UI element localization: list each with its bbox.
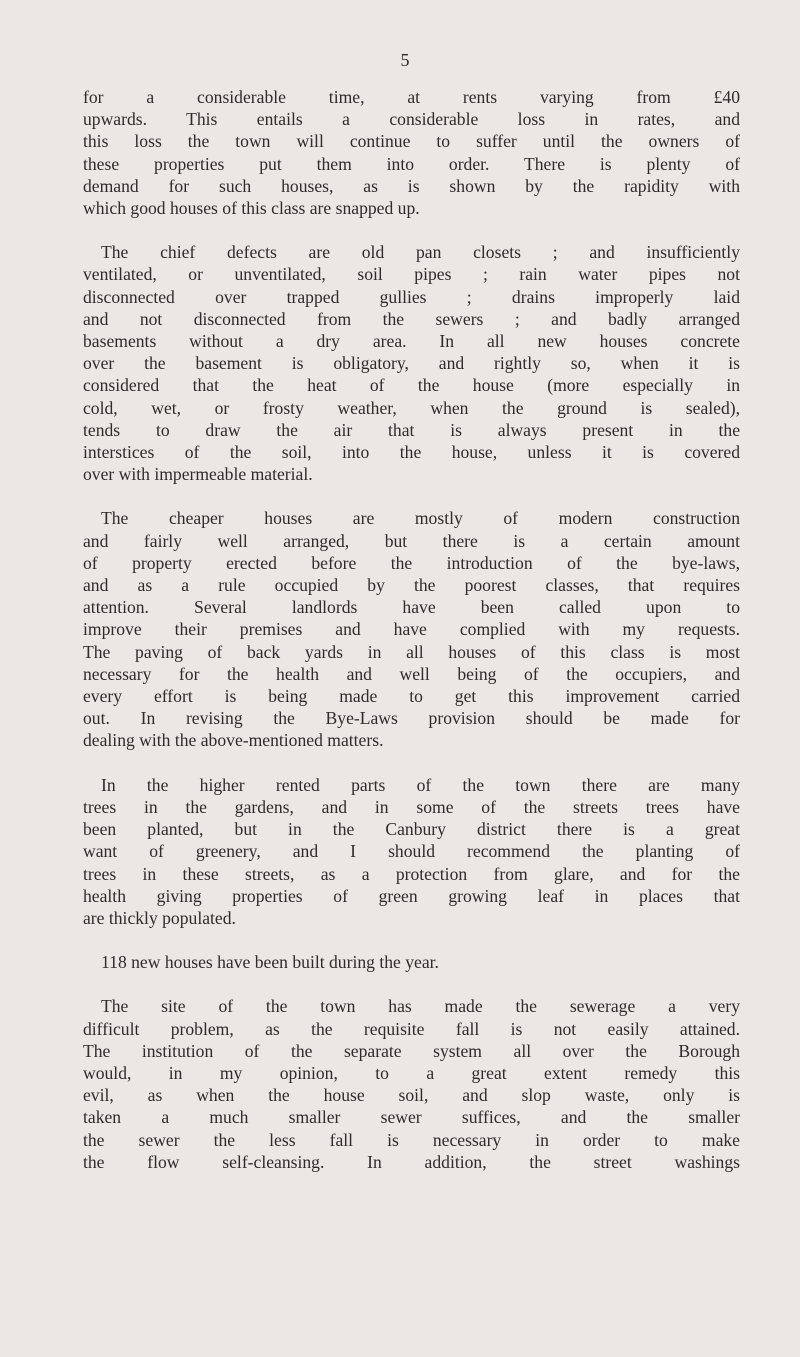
text-line: of property erected before the introduction of the bye-laws, (83, 552, 740, 573)
text-line: 118 new houses have been built during the year. (101, 952, 439, 973)
text-line: In the higher rented parts of the town there are many (101, 774, 740, 795)
text-line: this loss the town will continue to suffer until the owners of (83, 131, 740, 152)
text-line: dealing with the above-mentioned matters. (83, 730, 384, 751)
text-line: the flow self-cleansing. In addition, the street washings (83, 1151, 740, 1172)
text-line: considered that the heat of the house (more especially in (83, 375, 740, 396)
text-line: cold, wet, or frosty weather, when the ground is sealed), (83, 397, 740, 418)
text-line: and fairly well arranged, but there is a certain amount (83, 530, 740, 551)
text-line: demand for such houses, as is shown by the rapidity with (83, 175, 740, 196)
text-line: The paving of back yards in all houses of this class is most (83, 641, 740, 662)
text-line: difficult problem, as the requisite fall is not easily attained. (83, 1018, 740, 1039)
paragraph (83, 86, 740, 219)
text-line: The cheaper houses are mostly of modern construction (101, 508, 740, 529)
text-line: ventilated, or unventilated, soil pipes ; rain water pipes not (83, 264, 740, 285)
text-line: trees in the gardens, and in some of the streets trees have (83, 796, 740, 817)
text-line: want of greenery, and I should recommend the planting of (83, 841, 740, 862)
body-text (83, 86, 740, 1195)
text-line: over with impermeable material. (83, 464, 313, 485)
text-line: the sewer the less fall is necessary in order to make (83, 1129, 740, 1150)
paragraph (83, 951, 740, 973)
text-line: out. In revising the Bye-Laws provision should be made for (83, 708, 740, 729)
text-line: and not disconnected from the sewers ; and badly arranged (83, 308, 740, 329)
text-line: attention. Several landlords have been called upon to (83, 597, 740, 618)
paragraph (83, 241, 740, 485)
text-line: basements without a dry area. In all new houses concrete (83, 331, 740, 352)
text-line: disconnected over trapped gullies ; drains improperly laid (83, 286, 740, 307)
text-line: upwards. This entails a considerable loss in rates, and (83, 109, 740, 130)
text-line: The site of the town has made the sewerage a very (101, 996, 740, 1017)
page-number: 5 (400, 50, 410, 70)
text-line: evil, as when the house soil, and slop waste, only is (83, 1085, 740, 1106)
text-line: over the basement is obligatory, and rightly so, when it is (83, 353, 740, 374)
text-line: for a considerable time, at rents varying from £40 (83, 87, 740, 107)
text-line: improve their premises and have complied with my requests. (83, 619, 740, 640)
text-line: and as a rule occupied by the poorest classes, that requires (83, 575, 740, 596)
text-line: trees in these streets, as a protection from glare, and for the (83, 863, 740, 884)
text-line: The institution of the separate system all over the Borough (83, 1040, 740, 1061)
text-line: taken a much smaller sewer suffices, and the smaller (83, 1107, 740, 1128)
text-line: every effort is being made to get this improvement carried (83, 686, 740, 707)
text-line: The chief defects are old pan closets ; and insufficiently (101, 242, 740, 263)
text-line: which good houses of this class are snapped up. (83, 198, 420, 219)
text-line: interstices of the soil, into the house, unless it is covered (83, 442, 740, 463)
text-line: health giving properties of green growing leaf in places that (83, 885, 740, 906)
paragraph (83, 774, 740, 929)
text-line: would, in my opinion, to a great extent remedy this (83, 1062, 740, 1083)
text-line: necessary for the health and well being of the occupiers, and (83, 663, 740, 684)
text-line: these properties put them into order. There is plenty of (83, 153, 740, 174)
text-line: are thickly populated. (83, 907, 236, 928)
paragraph (83, 507, 740, 751)
text-line: tends to draw the air that is always present in the (83, 419, 740, 440)
text-line: been planted, but in the Canbury district there is a great (83, 819, 740, 840)
paragraph (83, 995, 740, 1173)
